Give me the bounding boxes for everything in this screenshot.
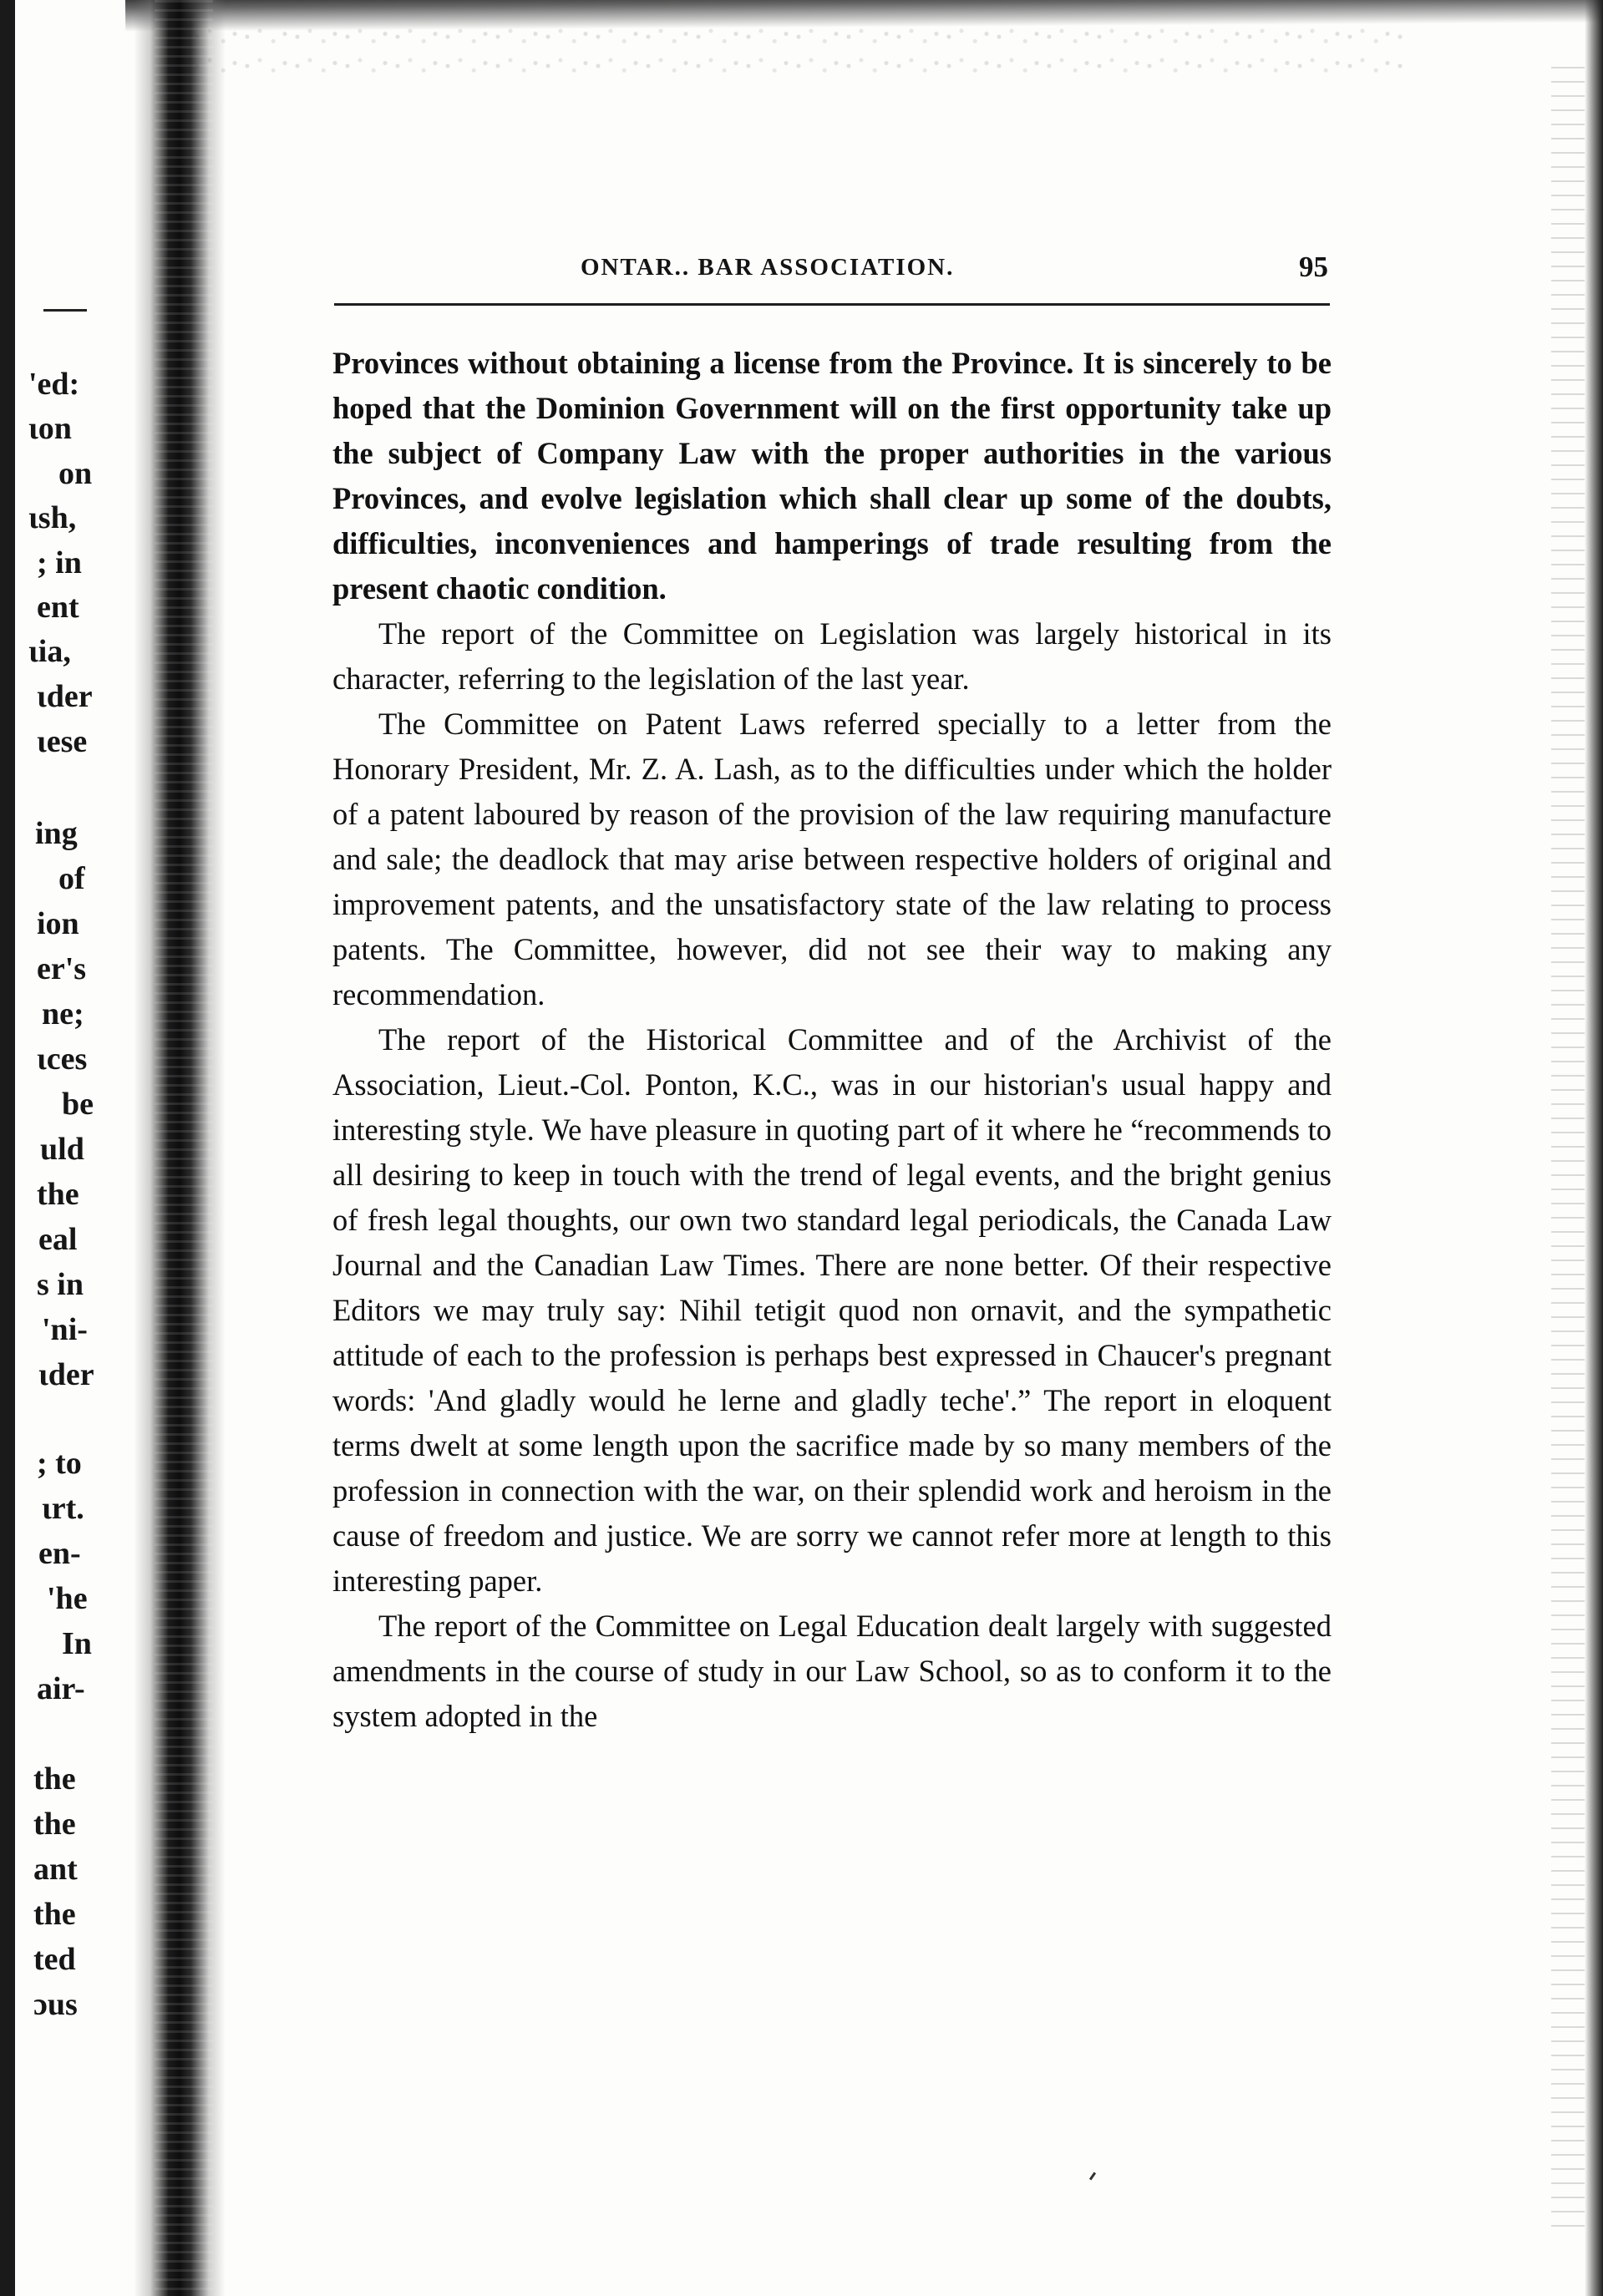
- fragment-line: uld: [40, 1132, 84, 1167]
- fragment-line: ; to: [37, 1446, 82, 1481]
- fragment-line: the: [37, 1177, 79, 1212]
- fragment-line: s in: [37, 1267, 84, 1302]
- fragment-line: ɩsh,: [28, 500, 77, 535]
- fragment-line: ɩia,: [28, 634, 71, 669]
- fragment-line: the: [33, 1897, 76, 1932]
- fragment-line: 'ed:: [28, 367, 80, 402]
- fragment-line: on: [58, 456, 93, 491]
- fragment-line: ted: [33, 1942, 76, 1977]
- book-gutter-texture: [155, 0, 213, 2296]
- fragment-line: ing: [35, 816, 78, 851]
- fragment-line: ɩder: [38, 1357, 94, 1392]
- fragment-line: the: [33, 1761, 76, 1797]
- fragment-line: ɩese: [37, 724, 88, 759]
- adjacent-page-fragments: [28, 0, 129, 2296]
- fragment-line: 'he: [47, 1581, 88, 1616]
- paragraph: The report of the Committee on Legislation was largely historical in its character, referring to the legislation of the last year.: [332, 616, 1332, 696]
- scan-left-edge: [0, 0, 15, 2296]
- paragraph: The Committee on Patent Laws referred specially to a letter from the Honorary President, Mr. Z. A. Lash, as to the difficulties under which the holder of a patent laboured by reason of the provision of the law requiring manufacture and sale; the deadlock that may arise between respective holders of original and improvement patents, and the unsatisfactory state of the law relating to process patents. The Committee, however, did not see their way to making any recommendation.: [332, 707, 1332, 1011]
- fragment-line: be: [62, 1087, 94, 1122]
- fragment-line: en-: [38, 1536, 81, 1571]
- fragment-line: ; in: [37, 545, 82, 580]
- fragment-line: ent: [37, 590, 79, 625]
- scan-top-noise: [192, 25, 1403, 84]
- running-head: ONTAR.. BAR ASSOCIATION.: [581, 254, 955, 281]
- fragment-line: ɩces: [37, 1042, 88, 1077]
- fragment-line: the: [33, 1807, 76, 1842]
- fragment-line: ne;: [42, 996, 84, 1031]
- fragment-line: eal: [38, 1222, 78, 1257]
- fragment-line: 'ni-: [42, 1312, 88, 1347]
- fragment-line: ɩon: [28, 411, 72, 446]
- page-number: 95: [1299, 251, 1328, 283]
- fragment-line: er's: [37, 951, 87, 986]
- scan-right-edge: [1585, 0, 1603, 2296]
- fragment-line: ɩder: [37, 679, 93, 714]
- scan-right-noise: [1551, 67, 1585, 2238]
- page-header: [338, 251, 1328, 291]
- fragment-line: ɔus: [33, 1987, 78, 2022]
- fragment-line: of: [58, 861, 85, 896]
- fragment-line: ant: [33, 1852, 78, 1887]
- paragraph: Provinces without obtaining a license from the Province. It is sincerely to be hoped that the Dominion Government will on the first opportunity take up the subject of Company Law with the proper authorities in the various Provinces, and evolve legislation which shall clear up some of the doubts, difficulties, inconveniences and hamperings of trade resulting from the present chaotic condition.: [332, 346, 1332, 606]
- paragraph: The report of the Committee on Legal Education dealt largely with suggested amendments in the course of study in our Law School, so as to conform it to the system adopted in the: [332, 1609, 1332, 1733]
- page-body: [332, 341, 1332, 1739]
- header-rule: [334, 303, 1330, 306]
- fragment-line: ɩrt.: [42, 1491, 84, 1526]
- fragment-line: air-: [37, 1671, 85, 1706]
- stray-mark: [1089, 2172, 1096, 2181]
- fragment-line: In: [62, 1626, 92, 1661]
- paragraph: The report of the Historical Committee and of the Archivist of the Association, Lieut.-Col. Ponton, K.C., was in our historian's usual happy and interesting style. We have pleasure in quoting part of it where he “recommends to all desiring to keep in touch with the trend of legal events, and the bright genius of fresh legal thoughts, our own two standard legal periodicals, the Canada Law Journal and the Canadian Law Times. There are none better. Of their respective Editors we may truly say: Nihil tetigit quod non ornavit, and the sympathetic attitude of each to the profession is perhaps best expressed in Chaucer's pregnant words: 'And gladly would he lerne and gladly teche'.” The report in eloquent terms dwelt at some length upon the sacrifice made by so many members of the profession in connection with the war, on their splendid work and heroism in the cause of freedom and justice. We are sorry we cannot refer more at length to this interesting paper.: [332, 1022, 1332, 1598]
- fragment-line: ion: [37, 906, 79, 941]
